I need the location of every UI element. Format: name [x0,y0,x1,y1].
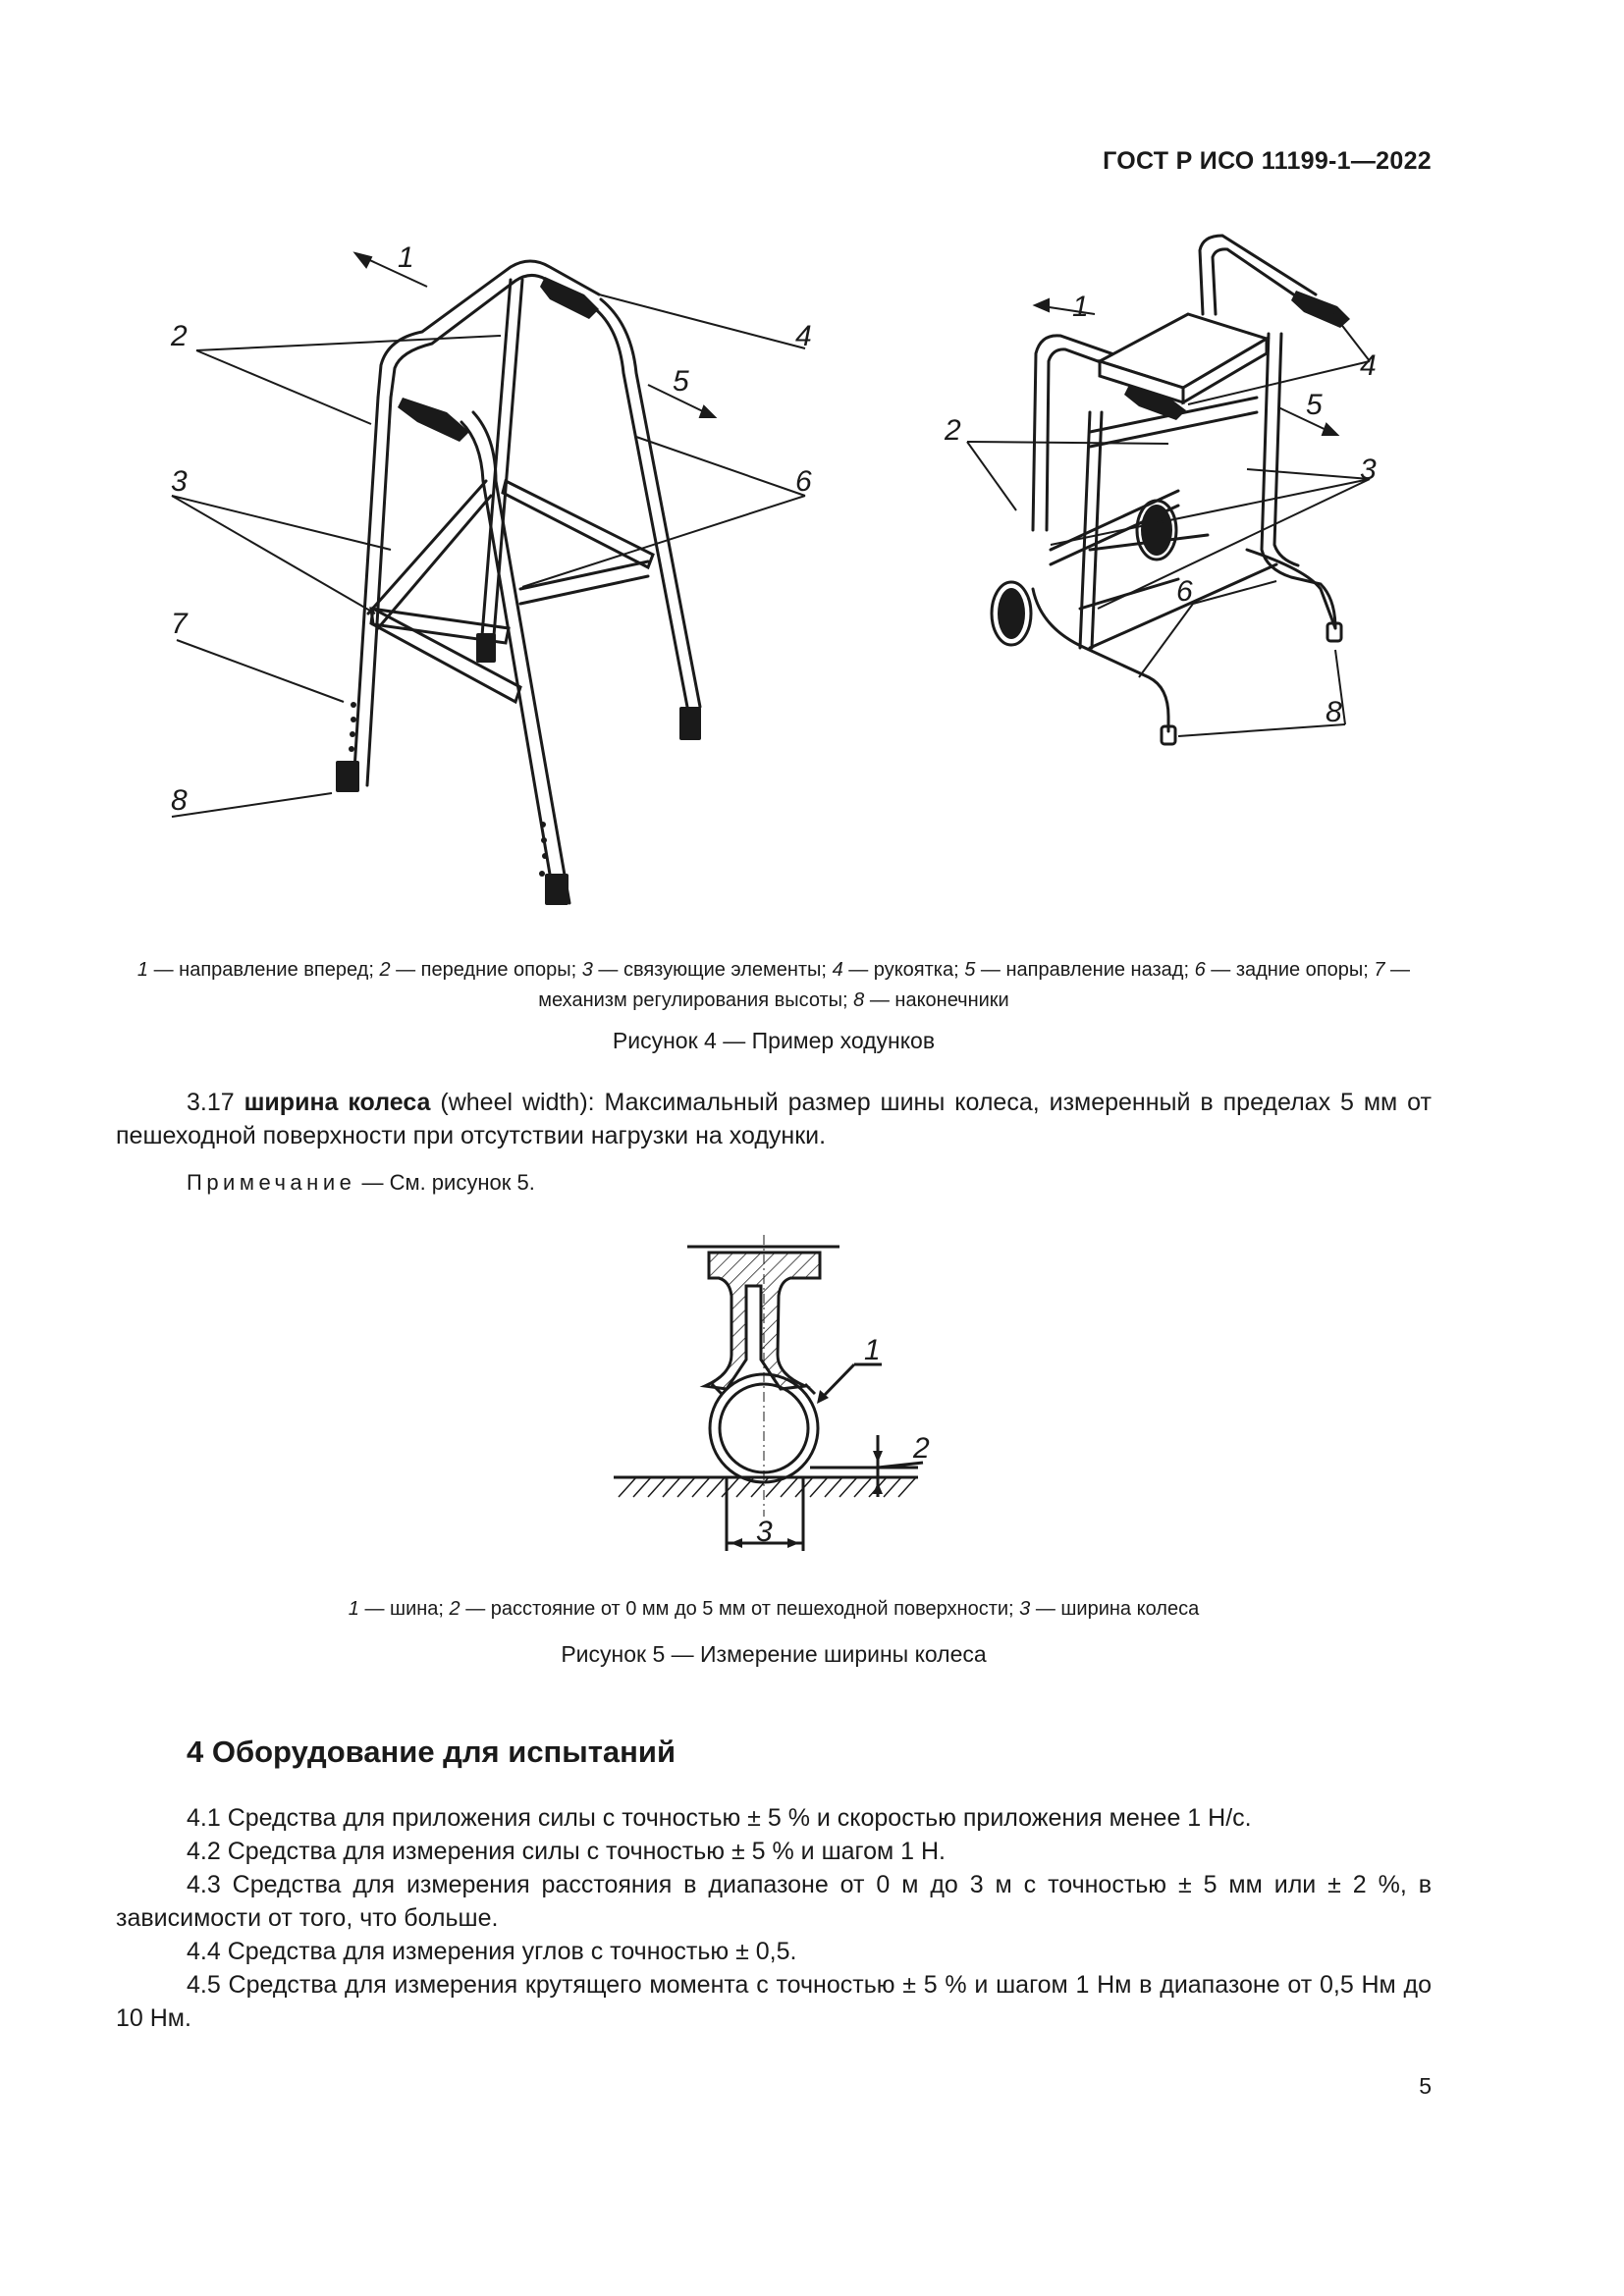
fig4-right-callout-8: 8 [1326,696,1342,728]
fig4-legend-item: 3 — связующие элементы; [581,959,833,981]
fig4-right-callout-6: 6 [1176,575,1193,608]
section4-item: 4.5 Средства для измерения крутящего момента с точностью ± 5 % и шагом 1 Нм в диапазоне от 0,5 Нм до 10 Нм. [116,1971,1432,2032]
fig4-left-callout-4: 4 [795,320,812,352]
fig4-left-callout-8: 8 [171,784,188,817]
fig4-legend-item: 6 — задние опоры; [1194,959,1375,981]
fig4-left-callout-3: 3 [171,465,188,498]
fig5-legend-item: 1 — шина; [348,1598,450,1620]
fig4-legend-item: 4 — рукоятка; [832,959,965,981]
fig4-right-callout-2: 2 [945,414,961,447]
fig5-callout-2: 2 [913,1432,930,1465]
fig4-left-callout-5: 5 [673,365,689,398]
fig4-legend-item: 1 — направление вперед; [136,959,380,981]
page-number: 5 [1419,2073,1432,2099]
fig5-legend-item: 2 — расстояние от 0 мм до 5 мм от пешеходной поверхности; [449,1598,1020,1620]
fig5-callout-3: 3 [756,1516,773,1548]
section4-item: 4.1 Средства для приложения силы с точностью ± 5 % и скоростью приложения менее 1 Н/с. [187,1804,1252,1832]
section4-item: 4.2 Средства для измерения силы с точностью ± 5 % и шагом 1 Н. [187,1838,946,1865]
fig4-right-callout-4: 4 [1360,349,1377,382]
definition-3-17: 3.17 ширина колеса (wheel width): Максимальный размер шины колеса, измеренный в пределах 5 мм от пешеходной поверхности при отсутствии нагрузки на ходунки. [116,1089,1432,1149]
fig4-left-callout-7: 7 [171,608,188,640]
fig5-callout-1: 1 [864,1334,881,1366]
fig4-right-callout-5: 5 [1306,389,1323,421]
fig4-legend-item: 5 — направление назад; [964,959,1195,981]
figure5-legend [116,1594,1432,1625]
fig4-left-callout-6: 6 [795,465,812,498]
section4-item: 4.3 Средства для измерения расстояния в диапазоне от 0 м до 3 м с точностью ± 5 мм или ± 2 %, в зависимости от того, что больше. [116,1871,1432,1932]
section-heading: 4 Оборудование для испытаний [187,1735,677,1769]
fig4-right-callout-3: 3 [1360,454,1377,486]
fig5-legend-item: 3 — ширина колеса [1019,1598,1200,1620]
fig4-left-callout-2: 2 [171,320,188,352]
note: Примечание — См. рисунок 5. [187,1170,535,1195]
figure4-caption: Рисунок 4 — Пример ходунков [612,1028,936,1053]
section4-item: 4.4 Средства для измерения углов с точностью ± 0,5. [187,1938,797,1965]
fig4-legend-item: 2 — передние опоры; [379,959,582,981]
fig4-right-callout-1: 1 [1072,291,1089,323]
section4-body [116,1801,1432,2035]
document-number: ГОСТ Р ИСО 11199-1—2022 [1103,147,1432,175]
fig4-left-callout-1: 1 [398,241,414,274]
fig4-legend-item: 7 — механизм регулирования высоты; [538,959,1411,1011]
figure5-caption: Рисунок 5 — Измерение ширины колеса [561,1641,987,1667]
fig4-legend-item: 8 — наконечники [853,989,1009,1011]
